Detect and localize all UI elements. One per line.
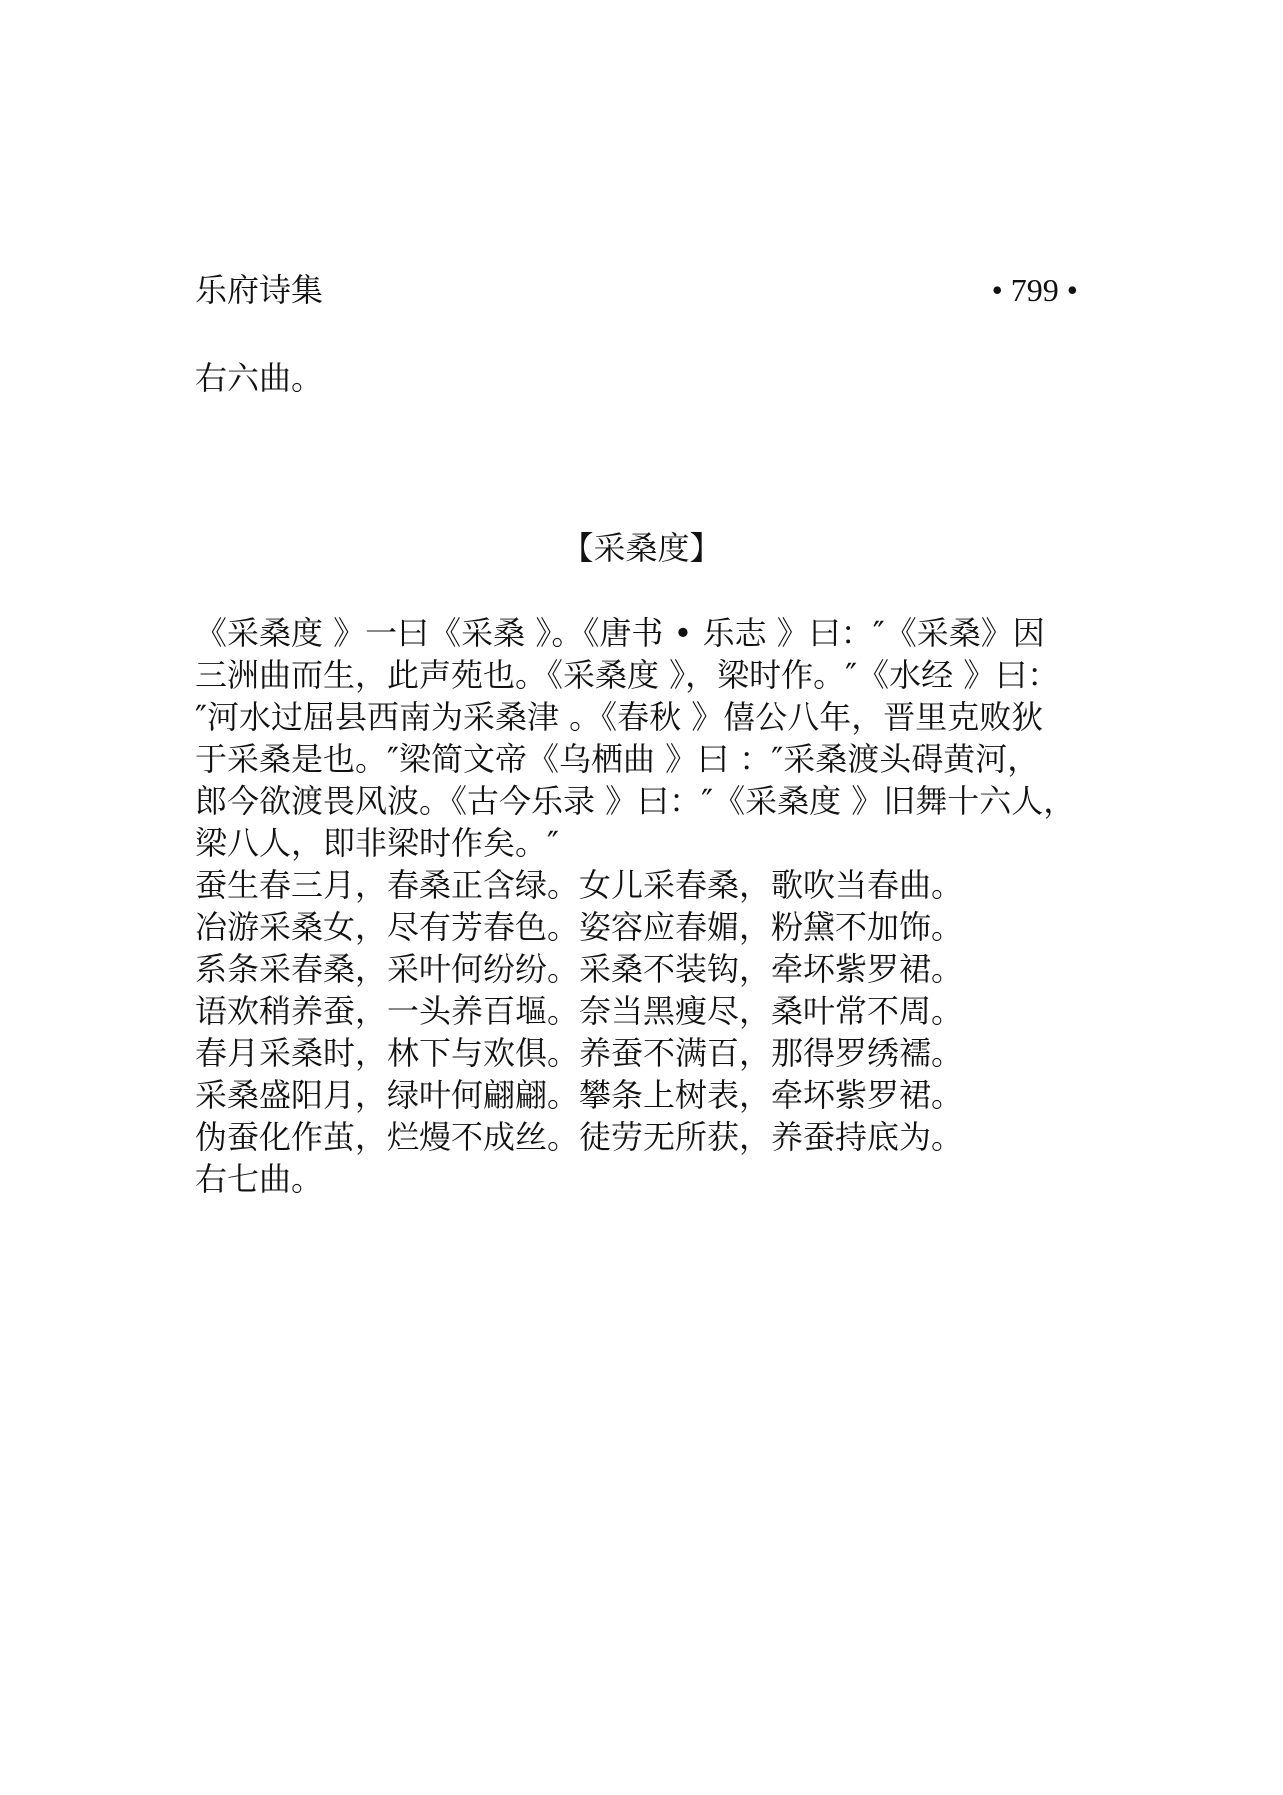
intro-line: 三洲曲而生，此声苑也。《采桑度 》，梁时作。″《水经 》曰： bbox=[195, 656, 1060, 694]
section-intro bbox=[195, 612, 1105, 864]
intro-line: ″河水过屈县西南为采桑津 。《春秋 》僖公八年，晋里克败狄 bbox=[195, 698, 1044, 736]
poem-line: 春月采桑时，林下与欢俱。养蚕不满百，那得罗绣襦。 bbox=[195, 1034, 964, 1072]
poem-body bbox=[195, 864, 1105, 1200]
poem-line: 伪蚕化作茧，烂熳不成丝。徒劳无所获，养蚕持底为。 bbox=[195, 1118, 964, 1156]
section-end-note: 右七曲。 bbox=[195, 1160, 324, 1198]
previous-section-end: 右六曲。 bbox=[195, 359, 324, 397]
intro-line: 《采桑度 》一曰《采桑 》。《唐书 • 乐志 》曰：″《采桑》因 bbox=[195, 614, 1045, 652]
poem-line: 系条采春桑，采叶何纷纷。采桑不装钩，牵坏紫罗裙。 bbox=[195, 950, 964, 988]
poem-line: 冶游采桑女，尽有芳春色。姿容应春媚，粉黛不加饰。 bbox=[195, 908, 964, 946]
intro-line: 于采桑是也。″梁简文帝《乌栖曲 》曰 ：″采桑渡头碍黄河， bbox=[195, 740, 1040, 778]
intro-line: 郎今欲渡畏风波。《古今乐录 》曰：″《采桑度 》旧舞十六人， bbox=[195, 782, 1076, 820]
section-title: 【采桑度】 bbox=[561, 529, 722, 567]
poem-line: 蚕生春三月，春桑正含绿。女儿采春桑，歌吹当春曲。 bbox=[195, 866, 964, 904]
intro-line: 梁八人，即非梁时作矣。″ bbox=[195, 824, 559, 862]
book-title: 乐府诗集 bbox=[195, 271, 324, 309]
page-number: • 799 • bbox=[991, 272, 1078, 308]
poem-line: 语欢稍养蚕，一头养百塸。奈当黑瘦尽，桑叶常不周。 bbox=[195, 992, 964, 1030]
poem-line: 采桑盛阳月，绿叶何翩翩。攀条上树表，牵坏紫罗裙。 bbox=[195, 1076, 964, 1114]
